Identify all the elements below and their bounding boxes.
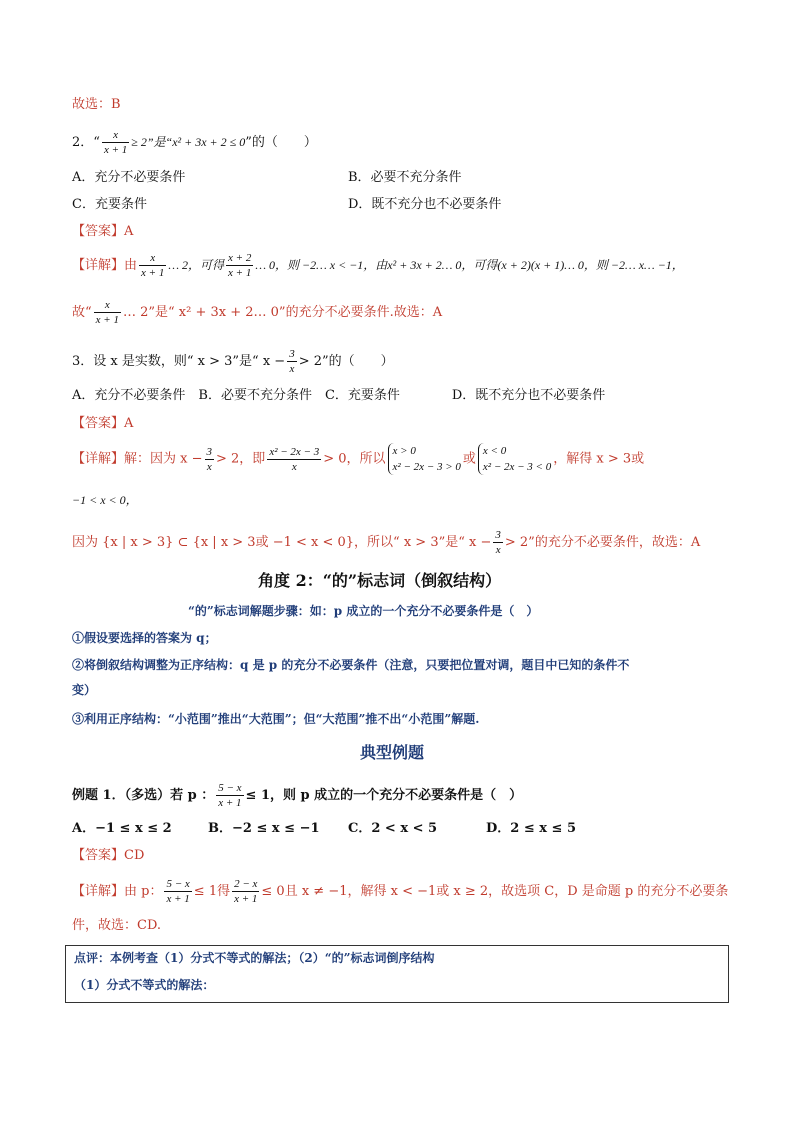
q2-option-c: C．充要条件 xyxy=(72,197,147,212)
example-detail-text-1: 由 p： xyxy=(124,884,163,899)
q3-stem-fraction-num: 3 xyxy=(289,348,295,360)
q2-line2-fraction-den: x + 1 xyxy=(95,314,119,326)
example-title: 典型例题 xyxy=(360,743,425,762)
q2-detail-fraction-2-den: x + 1 xyxy=(228,267,252,279)
q2-line2-fraction-num: x xyxy=(94,298,121,313)
q3-system-1-bottom: x² − 2x − 3 > 0 xyxy=(392,461,461,473)
q3-line3-text-b: > 2”的充分不必要条件，故选：A xyxy=(504,535,701,550)
q2-line2-text-a: 故“ xyxy=(72,305,92,320)
q3-detail-fraction-1-den: x xyxy=(206,460,212,473)
comment-line-2: （1）分式不等式的解法： xyxy=(74,978,215,992)
section-steps-title: “的”标志词解题步骤：如：p 成立的一个充分不必要条件是（ ） xyxy=(188,604,539,618)
q2-number: 2． xyxy=(72,135,94,150)
section-step-2b: 变） xyxy=(72,683,97,697)
q2-detail-text-2: … 2，可得 xyxy=(168,258,225,272)
q3-detail-line-3 xyxy=(72,528,700,557)
q3-stem-fraction xyxy=(287,347,297,376)
example-answer: 【答案】CD xyxy=(72,848,145,863)
q2-option-d: D．既不充分也不必要条件 xyxy=(348,197,502,212)
q2-detail-text-1: 由 xyxy=(124,258,138,273)
q2-fraction xyxy=(102,128,129,157)
q2-option-a: A．充分不必要条件 xyxy=(72,170,186,185)
q2-detail xyxy=(72,251,684,280)
q2-line2-text-b: … 2”是“ x² + 3x + 2… 0”的充分不必要条件.故选：A xyxy=(122,305,443,320)
q3-system-2-bottom: x² − 2x − 3 < 0 xyxy=(482,461,552,473)
q2-fraction-num: x xyxy=(102,128,129,143)
q2-detail-fraction-2-num: x + 2 xyxy=(228,252,252,264)
example-detail-label: 【详解】 xyxy=(72,884,125,899)
section-step-3: ③利用正序结构：“小范围”推出“大范围”；但“大范围”推不出“小范围”解题. xyxy=(72,712,480,726)
q2-option-b: B．必要不充分条件 xyxy=(348,170,462,185)
section-title: 角度 2：“的”标志词（倒叙结构） xyxy=(258,571,502,590)
q3-system-1 xyxy=(388,443,461,475)
q2-detail-label: 【详解】 xyxy=(72,258,125,273)
q2-text-a: “ xyxy=(93,135,100,150)
q2-fraction-den: x + 1 xyxy=(103,144,128,156)
q2-detail-text-3: … 0，则 −2… x < −1，由 xyxy=(255,258,388,272)
q3-detail-fraction-1 xyxy=(205,445,215,474)
example-stem-fraction-num: 5 − x xyxy=(218,782,242,794)
q3-system-2 xyxy=(478,443,551,475)
q2-text-b: ≥ 2”是“ xyxy=(131,135,173,149)
q3-detail-text-1: 解：因为 x − xyxy=(124,451,203,467)
q3-stem xyxy=(72,347,394,376)
q3-options: A．充分不必要条件 B．必要不充分条件 C．充要条件 D．既不充分也不必要条件 xyxy=(72,388,606,403)
section-step-1: ①假设要选择的答案为 q； xyxy=(72,631,217,645)
q3-detail-fraction-2-den: x xyxy=(291,460,297,473)
q2-detail-fraction-2 xyxy=(226,251,253,280)
example-detail-fraction-2-den: x + 1 xyxy=(234,893,258,905)
q3-detail-text-4: ，解得 x > 3或 xyxy=(553,451,645,467)
example-detail-fraction-2 xyxy=(232,877,259,906)
q2-text-c: ”的（ ） xyxy=(245,135,317,150)
q2-detail-text-5: (x + 2)(x + 1)… 0，则 −2… x… −1， xyxy=(497,258,684,272)
example-detail-fraction-1 xyxy=(164,877,191,906)
example-stem-fraction xyxy=(216,781,243,810)
example-option-d: D．2 ≤ x ≤ 5 xyxy=(486,821,577,836)
example-detail-fraction-2-num: 2 − x xyxy=(234,878,258,890)
q3-detail-text-2: > 2，即 xyxy=(216,451,266,467)
q3-stem-b: > 2”的（ ） xyxy=(298,354,394,369)
q3-detail xyxy=(72,443,644,475)
q2-detail-text-4: x² + 3x + 2… 0，可得 xyxy=(387,258,498,272)
q3-line3-fraction-den: x xyxy=(495,544,501,556)
example-stem-a: 例题 1．（多选）若 p ： xyxy=(72,788,215,803)
q2-line2-fraction xyxy=(94,298,121,327)
q3-line3-text-a: 因为 {x | x > 3} ⊂ {x | x > 3或 −1 < x < 0}，所以“ x > 3”是“ x − xyxy=(72,535,492,550)
example-option-c: C．2 < x < 5 xyxy=(348,821,438,836)
q3-detail-fraction-2-num: x² − 2x − 3 xyxy=(269,445,320,458)
example-stem-fraction-den: x + 1 xyxy=(218,797,242,809)
q2-detail-line-2 xyxy=(72,298,442,327)
example-detail-fraction-1-num: 5 − x xyxy=(166,878,190,890)
example-stem xyxy=(72,781,522,810)
q2-detail-fraction-1 xyxy=(139,251,166,280)
q3-or-text: 或 xyxy=(462,451,476,467)
section-step-2a: ②将倒叙结构调整为正序结构：q 是 p 的充分不必要条件（注意，只要把位置对调，题目中已知的条件不 xyxy=(72,658,630,672)
q3-system-2-top: x < 0 xyxy=(482,445,507,457)
q3-detail-fraction-2 xyxy=(267,445,321,474)
comment-line-1: 点评：本例考查（1）分式不等式的解法；（2）“的”标志词倒序结构 xyxy=(74,951,435,965)
example-option-a: A．−1 ≤ x ≤ 2 xyxy=(72,821,172,836)
q2-answer: 【答案】A xyxy=(72,224,134,239)
q3-line3-fraction xyxy=(493,528,503,557)
q2-inequality: x² + 3x + 2 ≤ 0 xyxy=(172,135,246,149)
example-stem-b: ≤ 1，则 p 成立的一个充分不必要条件是（ ） xyxy=(245,788,523,803)
q2-detail-fraction-1-num: x xyxy=(139,251,166,266)
q2-detail-fraction-1-den: x + 1 xyxy=(141,267,165,279)
q3-stem-a: 3．设 x 是实数，则“ x > 3”是“ x − xyxy=(72,354,286,369)
q3-system-1-top: x > 0 xyxy=(392,445,416,457)
q2-stem xyxy=(72,128,317,157)
example-option-b: B．−2 ≤ x ≤ −1 xyxy=(208,821,320,836)
q3-answer: 【答案】A xyxy=(72,416,134,431)
q3-detail-line-2: −1 < x < 0， xyxy=(72,493,138,507)
example-detail-text-3: ≤ 0且 x ≠ −1，解得 x < −1或 x ≥ 2，故选项 C，D 是命题 p 的充分不必要条 xyxy=(261,884,729,899)
example-detail-fraction-1-den: x + 1 xyxy=(166,893,190,905)
example-detail-text-2: ≤ 1得 xyxy=(193,884,231,899)
q3-detail-text-3: > 0，所以 xyxy=(323,451,386,467)
comment-box xyxy=(65,945,729,1003)
q3-line3-fraction-num: 3 xyxy=(495,529,501,541)
q1-answer-line: 故选：B xyxy=(72,97,121,112)
example-detail xyxy=(72,877,728,906)
example-detail-line-2: 件，故选：CD. xyxy=(72,918,162,933)
q3-stem-fraction-den: x xyxy=(289,363,295,375)
q3-detail-label: 【详解】 xyxy=(72,451,125,467)
q3-detail-fraction-1-num: 3 xyxy=(206,445,213,458)
